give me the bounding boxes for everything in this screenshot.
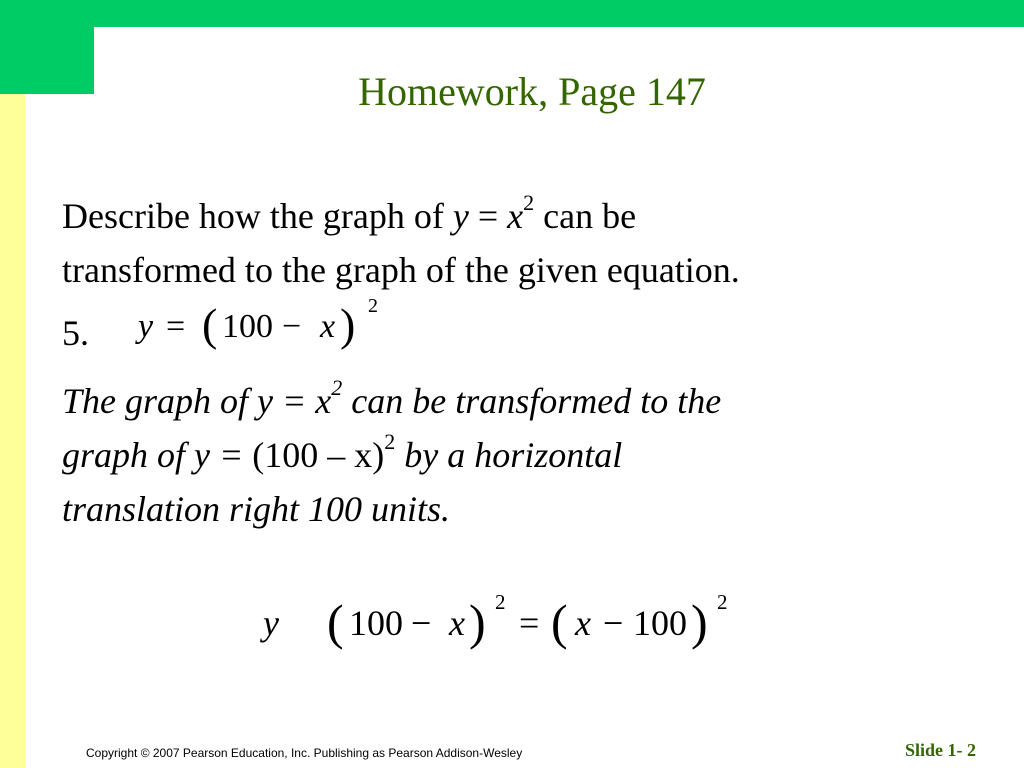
svg-text:2: 2 [368, 295, 378, 317]
svg-text:y: y [263, 603, 279, 643]
svg-text:2: 2 [495, 590, 506, 614]
svg-text:100: 100 [633, 603, 687, 643]
svg-text:x: x [320, 308, 336, 345]
svg-text:−: − [411, 603, 432, 643]
slide-number: Slide 1- 2 [905, 740, 977, 760]
question-line-2: transformed to the graph of the given equation. [62, 250, 740, 290]
answer-line-3: translation right 100 units. [62, 489, 451, 529]
svg-text:2: 2 [717, 590, 728, 614]
svg-text:(: ( [551, 594, 568, 650]
equation-2 [255, 585, 755, 660]
svg-text:=: = [166, 308, 186, 345]
question-line-1: Describe how the graph of $y = x^2$ can be [62, 190, 637, 236]
svg-text:): ) [691, 594, 708, 650]
svg-text:−: − [282, 308, 302, 345]
top-accent-bar [0, 0, 1024, 27]
slide-title: Homework, Page 147 [358, 69, 706, 114]
problem-number: 5. [62, 313, 89, 353]
svg-text:100: 100 [349, 603, 403, 643]
svg-text:): ) [340, 299, 356, 350]
svg-text:x: x [449, 603, 465, 643]
svg-text:(: ( [327, 594, 344, 650]
svg-text:=: = [519, 603, 540, 643]
svg-text:x: x [575, 603, 591, 643]
svg-text:(: ( [202, 299, 218, 350]
equation-1 [130, 290, 390, 360]
svg-text:): ) [469, 594, 486, 650]
svg-text:−: − [603, 603, 624, 643]
answer-line-2: graph of y = (100 – x)$^2$ by a horizontal [62, 429, 623, 475]
svg-text:y: y [138, 308, 154, 345]
svg-text:100: 100 [222, 308, 273, 345]
answer-line-1: The graph of $y = x^2$ can be transformed to the [62, 375, 722, 421]
copyright-footer: Copyright © 2007 Pearson Education, Inc. Publishing as Pearson Addison-Wesley [86, 746, 523, 760]
